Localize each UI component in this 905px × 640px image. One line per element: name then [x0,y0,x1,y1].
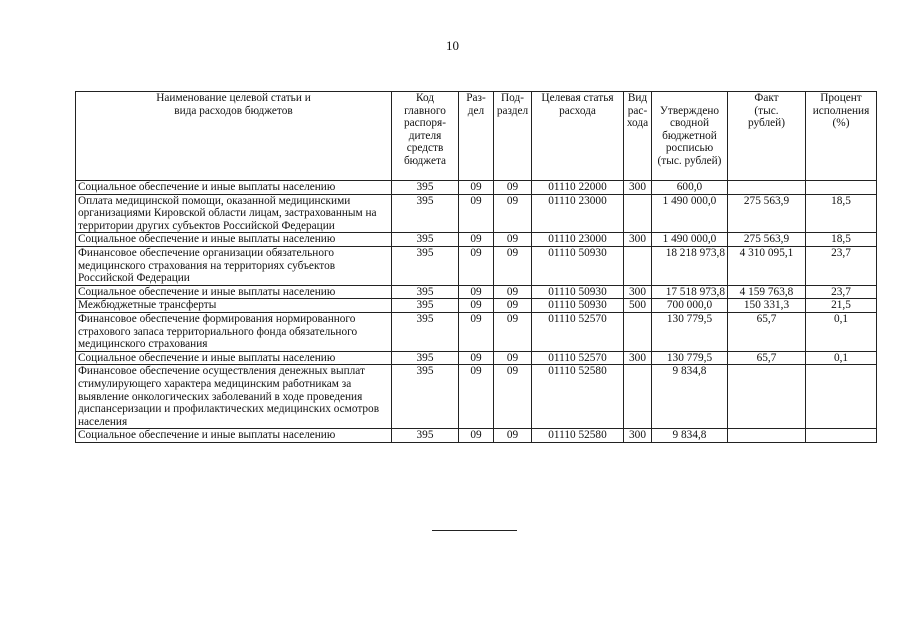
table-row [76,365,877,429]
row-subsection: 09 [494,312,532,351]
table-row [76,312,877,351]
row-fact: 4 159 763,8 [728,285,806,299]
row-fact [728,365,806,429]
row-target: 01110 52570 [532,312,624,351]
table-row [76,194,877,233]
row-section: 09 [459,285,494,299]
row-percent: 18,5 [806,233,877,247]
header-row [76,92,877,181]
row-fact [728,181,806,195]
row-percent: 0,1 [806,312,877,351]
row-percent: 18,5 [806,194,877,233]
row-exp-type [624,246,652,285]
row-code: 395 [392,351,459,365]
table-row [76,285,877,299]
row-section: 09 [459,429,494,443]
row-section: 09 [459,194,494,233]
budget-table [75,91,877,443]
row-percent: 23,7 [806,246,877,285]
table-row [76,233,877,247]
header-subsection: Под- раздел [494,92,532,181]
row-name: Финансовое обеспечение формирования нормированного страхового запаса территориального фонда обязательного медицинского страхования [76,312,392,351]
row-target: 01110 50930 [532,246,624,285]
row-code: 395 [392,299,459,313]
row-percent: 21,5 [806,299,877,313]
row-subsection: 09 [494,429,532,443]
row-target: 01110 52570 [532,351,624,365]
header-exp-type: Вид рас- хода [624,92,652,181]
row-section: 09 [459,181,494,195]
row-percent [806,429,877,443]
row-code: 395 [392,429,459,443]
table-row [76,181,877,195]
row-target: 01110 52580 [532,365,624,429]
row-section: 09 [459,233,494,247]
row-percent [806,181,877,195]
row-subsection: 09 [494,246,532,285]
table-row [76,246,877,285]
row-approved: 700 000,0 [652,299,728,313]
row-exp-type: 300 [624,233,652,247]
row-code: 395 [392,365,459,429]
row-exp-type [624,312,652,351]
row-target: 01110 50930 [532,285,624,299]
row-code: 395 [392,181,459,195]
row-target: 01110 52580 [532,429,624,443]
header-name: Наименование целевой статьи и вида расходов бюджетов [76,92,392,181]
header-code: Код главного распоря- дителя средств бюджета [392,92,459,181]
row-name: Оплата медицинской помощи, оказанной медицинскими организациями Кировской области лицам, застрахованным на территории других субъектов Российской Федерации [76,194,392,233]
table-row [76,299,877,313]
row-target: 01110 22000 [532,181,624,195]
row-name: Социальное обеспечение и иные выплаты населению [76,181,392,195]
row-subsection: 09 [494,285,532,299]
row-fact: 150 331,3 [728,299,806,313]
table-row [76,429,877,443]
row-target: 01110 23000 [532,233,624,247]
row-fact: 275 563,9 [728,233,806,247]
row-target: 01110 50930 [532,299,624,313]
header-approved: Утверждено сводной бюджетной росписью (тыс. рублей) [652,92,728,181]
footer-divider [432,530,517,531]
row-section: 09 [459,351,494,365]
row-subsection: 09 [494,181,532,195]
row-section: 09 [459,246,494,285]
row-code: 395 [392,194,459,233]
row-fact [728,429,806,443]
row-subsection: 09 [494,299,532,313]
row-fact: 4 310 095,1 [728,246,806,285]
row-name: Финансовое обеспечение осуществления денежных выплат стимулирующего характера медицинским работникам за выявление онкологических заболеваний в ходе проведения диспансеризации и профилактических медицинских осмотров населения [76,365,392,429]
header-fact: Факт (тыс. рублей) [728,92,806,181]
header-target: Целевая статья расхода [532,92,624,181]
row-approved: 9 834,8 [652,429,728,443]
row-name: Социальное обеспечение и иные выплаты населению [76,233,392,247]
row-subsection: 09 [494,351,532,365]
row-exp-type: 300 [624,181,652,195]
row-section: 09 [459,312,494,351]
header-section: Раз- дел [459,92,494,181]
row-exp-type [624,365,652,429]
row-percent: 0,1 [806,351,877,365]
row-approved: 130 779,5 [652,312,728,351]
row-approved: 600,0 [652,181,728,195]
row-code: 395 [392,285,459,299]
row-section: 09 [459,299,494,313]
table-row [76,351,877,365]
row-percent [806,365,877,429]
row-code: 395 [392,312,459,351]
row-approved: 18 218 973,8 [652,246,728,285]
row-name: Социальное обеспечение и иные выплаты населению [76,285,392,299]
page-number: 10 [446,38,459,53]
row-fact: 275 563,9 [728,194,806,233]
row-approved: 17 518 973,8 [652,285,728,299]
row-percent: 23,7 [806,285,877,299]
row-exp-type [624,194,652,233]
header-percent: Процент исполнения (%) [806,92,877,181]
row-name: Финансовое обеспечение организации обязательного медицинского страхования на территориях субъектов Российской Федерации [76,246,392,285]
row-approved: 1 490 000,0 [652,233,728,247]
row-code: 395 [392,246,459,285]
row-exp-type: 300 [624,429,652,443]
row-name: Межбюджетные трансферты [76,299,392,313]
row-subsection: 09 [494,365,532,429]
row-name: Социальное обеспечение и иные выплаты населению [76,351,392,365]
row-approved: 1 490 000,0 [652,194,728,233]
row-name: Социальное обеспечение и иные выплаты населению [76,429,392,443]
row-subsection: 09 [494,233,532,247]
row-exp-type: 300 [624,351,652,365]
row-target: 01110 23000 [532,194,624,233]
row-code: 395 [392,233,459,247]
row-approved: 9 834,8 [652,365,728,429]
row-exp-type: 500 [624,299,652,313]
row-fact: 65,7 [728,312,806,351]
row-fact: 65,7 [728,351,806,365]
row-section: 09 [459,365,494,429]
row-approved: 130 779,5 [652,351,728,365]
row-subsection: 09 [494,194,532,233]
row-exp-type: 300 [624,285,652,299]
